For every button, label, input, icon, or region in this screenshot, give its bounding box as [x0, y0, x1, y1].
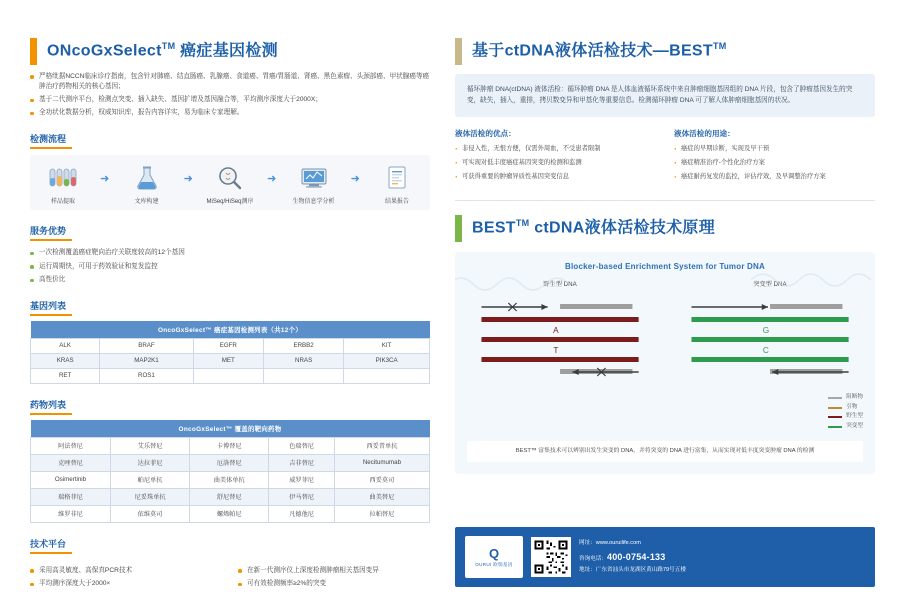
- table-cell: 瑞格菲尼: [31, 488, 111, 505]
- table-cell: [193, 368, 263, 383]
- list-item: · 可实现对低丰度癌症基因突变的检测和监测: [455, 158, 656, 167]
- table-cell: 维罗非尼: [31, 505, 111, 522]
- table-cell: 帕尼单抗: [110, 471, 189, 488]
- svg-text:G: G: [762, 325, 770, 335]
- workflow-diagram: [30, 155, 430, 210]
- figure-legend: [467, 393, 863, 432]
- flow-step: [370, 163, 424, 205]
- mutant-panel: [677, 279, 863, 391]
- ctdna-title-main: 基于ctDNA液体活检技术—BEST: [472, 42, 713, 60]
- best-title-main: BEST: [472, 219, 516, 237]
- svg-text:C: C: [762, 345, 769, 355]
- tech-platform-heading: [30, 537, 430, 554]
- legend-list: [828, 393, 863, 432]
- title-accent-bar: [30, 38, 37, 65]
- legend-item: [828, 393, 863, 403]
- legend-swatch-primer-icon: [828, 407, 842, 409]
- list-item: 基于二代测序平台，检测点突变、插入缺失、基因扩增及基因融合等，平均测序深度大于2000X；: [30, 95, 430, 105]
- list-item: · 可获得重要的肿瘤异质性基因突变信息: [455, 172, 656, 181]
- wildtype-diagram: [467, 293, 653, 389]
- list-item: 平均测序深度大于2000×: [30, 579, 222, 589]
- tech-platform-left: [30, 559, 222, 593]
- address-label: 地址：: [579, 567, 596, 574]
- left-column: [30, 38, 430, 593]
- table-cell: 厄洛替尼: [190, 454, 269, 471]
- wildtype-label: 野生型 DNA: [543, 280, 577, 288]
- trademark-superscript: TM: [161, 41, 176, 51]
- advantages-list: [30, 248, 430, 285]
- qr-code-icon: [531, 537, 571, 577]
- advantages-heading-label: 服务优势: [30, 226, 67, 237]
- flow-step-label: 文库构建: [134, 199, 159, 206]
- title-accent-bar: [455, 38, 462, 65]
- table-cell: PIK3CA: [344, 353, 430, 368]
- table-cell: MAP2K1: [100, 353, 193, 368]
- list-item: 在新一代测序仪上深度检测肿瘤相关基因变异: [238, 566, 430, 576]
- table-cell: [344, 368, 430, 383]
- legend-swatch-mutant-icon: [828, 426, 842, 428]
- flask-icon: [120, 163, 174, 193]
- table-cell: 达拉菲尼: [110, 454, 189, 471]
- best-principle-figure: [455, 252, 875, 474]
- table-cell: 吉非替尼: [269, 454, 335, 471]
- flow-heading: [30, 132, 430, 149]
- list-item: 高性价比: [30, 275, 430, 285]
- svg-text:T: T: [553, 345, 559, 355]
- uses-items: [674, 144, 875, 181]
- table-row: [31, 454, 430, 471]
- contact-website: [579, 538, 686, 548]
- gene-list-heading: [30, 299, 430, 316]
- ctdna-two-columns: [455, 128, 875, 186]
- table-cell: 威罗菲尼: [269, 471, 335, 488]
- contact-phone: [579, 549, 686, 566]
- best-title-tail: ctDNA液体活检技术原理: [534, 219, 716, 237]
- trademark-superscript: TM: [712, 41, 727, 51]
- section-divider: [455, 200, 875, 201]
- table-cell: 曲美体单抗: [190, 471, 269, 488]
- legend-label: 引物: [846, 403, 858, 410]
- best-title-block: [455, 215, 875, 242]
- drug-table-caption: OncoGxSelect™ 覆盖的靶向药物: [31, 420, 430, 438]
- computer-icon: [287, 163, 341, 193]
- legend-label: 阻断物: [846, 393, 863, 400]
- heading-underline: [30, 239, 72, 241]
- flow-step-label: MiSeq/HiSeq测序: [206, 199, 254, 206]
- list-item: 采用高灵敏度、高保真PCR技术: [30, 566, 222, 576]
- advantages-column-heading: 液体活检的优点：: [455, 128, 516, 138]
- table-cell: [264, 368, 344, 383]
- figure-title: Blocker-based Enrichment System for Tumor DNA: [564, 261, 765, 271]
- table-row: [31, 368, 430, 383]
- table-cell: RET: [31, 368, 100, 383]
- advantages-column: [455, 128, 656, 186]
- page-title: [47, 38, 278, 65]
- drug-table: [30, 420, 430, 523]
- flow-step: [287, 163, 341, 205]
- trademark-superscript: TM: [515, 218, 530, 229]
- table-cell: ERBB2: [264, 338, 344, 353]
- table-cell: ROS1: [100, 368, 193, 383]
- legend-item: [828, 412, 863, 422]
- table-row: [31, 353, 430, 368]
- flow-step-label: 样品提取: [50, 199, 75, 206]
- table-cell: 尼妥珠单抗: [110, 488, 189, 505]
- tech-platform-heading-label: 技术平台: [30, 538, 67, 549]
- tech-platform-right: [238, 559, 430, 593]
- phone-label: 咨询电话：: [579, 555, 607, 562]
- table-cell: 曲美替尼: [334, 488, 429, 505]
- page-title-main: ONcoGxSelect: [47, 42, 162, 60]
- heading-underline: [30, 147, 72, 149]
- company-logo: [465, 536, 523, 578]
- table-cell: Osimertinib: [31, 471, 111, 488]
- table-cell: NRAS: [264, 353, 344, 368]
- flow-step: [120, 163, 174, 205]
- table-cell: 舒尼替尼: [190, 488, 269, 505]
- gene-table: [30, 321, 430, 384]
- list-item: · 癌症的早期诊断，实现及早干预: [674, 144, 875, 153]
- logo-mark-icon: Q: [488, 545, 500, 561]
- phone-value[interactable]: 400-0754-133: [606, 551, 666, 562]
- list-item: 严格纰据NCCN临床诊疗指南，包含针对肺癌、结直肠癌、乳腺癌、食道癌、胃癌/胃肠道、肾癌、黑色素瘤、头颈部癌、甲状腺癌等癌肿治疗药物相关的核心基因；: [30, 72, 430, 92]
- figure-note: BEST™ 富集技术可以辨别出发生突变的 DNA，并将突变的 DNA 进行富集，从而实现对低丰度突变肿瘤 DNA 的检测: [467, 441, 863, 462]
- address-value: 广东省汕头市龙湖区黄山路79号五楼: [595, 567, 686, 574]
- table-cell: 螺烯帕尼: [190, 505, 269, 522]
- flow-step-label: 生物信息学分析: [292, 199, 335, 206]
- contact-lines: [579, 538, 686, 575]
- table-cell: 伊马替尼: [269, 488, 335, 505]
- heading-underline: [30, 552, 72, 554]
- table-cell: EGFR: [193, 338, 263, 353]
- right-column: [455, 38, 875, 474]
- heading-underline: [30, 314, 72, 316]
- gene-list-heading-label: 基因列表: [30, 300, 67, 311]
- svg-text:A: A: [553, 325, 559, 335]
- legend-item: [828, 403, 863, 413]
- list-item: 运行周期快，可用于药效验证和复发监控: [30, 262, 430, 272]
- heading-underline: [30, 413, 72, 415]
- contact-address: [579, 565, 686, 575]
- tech-left-list: [30, 566, 222, 589]
- sequencer-icon: [203, 163, 257, 193]
- table-cell: 艾乐替尼: [110, 437, 189, 454]
- list-item: · 癌症耐药复发的监控，评估疗效，及早调整治疗方案: [674, 172, 875, 181]
- flow-heading-label: 检测流程: [30, 134, 67, 145]
- uses-column: [674, 128, 875, 186]
- table-cell: 色瑞替尼: [269, 437, 335, 454]
- list-item: 全功状化数据分析，权威知识库，报告内容详实，易为临床专家理解。: [30, 108, 430, 118]
- legend-swatch-blocker-icon: [828, 397, 842, 399]
- arrow-icon: ➜: [267, 172, 277, 185]
- mutant-label: 突变型 DNA: [753, 280, 787, 288]
- arrow-icon: ➜: [183, 172, 193, 185]
- table-cell: Necitumumab: [334, 454, 429, 471]
- drug-list-heading: [30, 398, 430, 415]
- tubes-icon: [36, 163, 90, 193]
- table-row: [31, 437, 430, 454]
- list-item: 一次检测覆盖癌症靶向治疗关联度较高的12个基因: [30, 248, 430, 258]
- table-cell: 阿法替尼: [31, 437, 111, 454]
- title-accent-bar: [455, 215, 462, 242]
- table-cell: 克唑替尼: [31, 454, 111, 471]
- legend-item: [828, 422, 863, 432]
- website-value[interactable]: www.ouruilife.com: [595, 540, 641, 547]
- website-label: 网址：: [579, 540, 596, 547]
- best-title: [472, 215, 715, 242]
- table-cell: KIT: [344, 338, 430, 353]
- ctdna-description-panel: 循环肿瘤 DNA(ctDNA) 液体活检：循环肿瘤 DNA 是人体血液循环系统中来自肿瘤细胞基因组的 DNA 片段，包含了肿瘤基因发生的突变，缺失，插入，重排，拷贝数变异和甲基化等重要信息。检测循环肿瘤 DNA 可了解人体肿瘤细胞基因的状况。: [455, 74, 875, 117]
- table-row: [31, 471, 430, 488]
- table-cell: KRAS: [31, 353, 100, 368]
- table-row: [31, 338, 430, 353]
- table-cell: 拉帕替尼: [334, 505, 429, 522]
- dna-comparison: [467, 279, 863, 391]
- advantages-heading: [30, 224, 430, 241]
- ctdna-title: [472, 38, 727, 65]
- flow-step: [36, 163, 90, 205]
- gene-table-caption: OncoGxSelect™ 癌症基因检测列表（共12个）: [31, 321, 430, 339]
- arrow-icon: ➜: [100, 172, 110, 185]
- footer-contact-bar: [455, 527, 875, 587]
- list-item: · 癌症精准治疗-个性化治疗方案: [674, 158, 875, 167]
- table-cell: 卡博替尼: [190, 437, 269, 454]
- oncogxselect-title-block: [30, 38, 430, 65]
- logo-subtext: OURUI 欧瑞基因: [475, 561, 513, 567]
- table-row: [31, 488, 430, 505]
- table-cell: 依维莫司: [110, 505, 189, 522]
- intro-bullet-list: [30, 72, 430, 119]
- page-title-tail: 癌症基因检测: [180, 42, 278, 60]
- table-cell: ALK: [31, 338, 100, 353]
- tech-right-list: [238, 566, 430, 589]
- table-cell: BRAF: [100, 338, 193, 353]
- list-item: 可有效检测频率≥2%的突变: [238, 579, 430, 589]
- table-row: [31, 505, 430, 522]
- legend-label: 野生型: [846, 413, 863, 420]
- ctdna-title-block: [455, 38, 875, 65]
- arrow-icon: ➜: [350, 172, 360, 185]
- mutant-diagram: [677, 293, 863, 389]
- table-cell: 西妥昔单抗: [334, 437, 429, 454]
- table-cell: MET: [193, 353, 263, 368]
- wildtype-panel: [467, 279, 653, 391]
- report-icon: [370, 163, 424, 193]
- legend-label: 突变型: [846, 423, 863, 430]
- tech-platform-columns: [30, 559, 430, 593]
- list-item: · 非侵入性，无恨方便，仅需外周血，不受患者限制: [455, 144, 656, 153]
- legend-swatch-wildtype-icon: [828, 416, 842, 418]
- uses-column-heading: 液体活检的用途：: [674, 128, 735, 138]
- advantages-items: [455, 144, 656, 181]
- table-cell: 西妥莫司: [334, 471, 429, 488]
- drug-list-heading-label: 药物列表: [30, 399, 67, 410]
- flow-step-label: 结果报告: [384, 199, 409, 206]
- flow-step: [203, 163, 257, 205]
- table-cell: 凡德他尼: [269, 505, 335, 522]
